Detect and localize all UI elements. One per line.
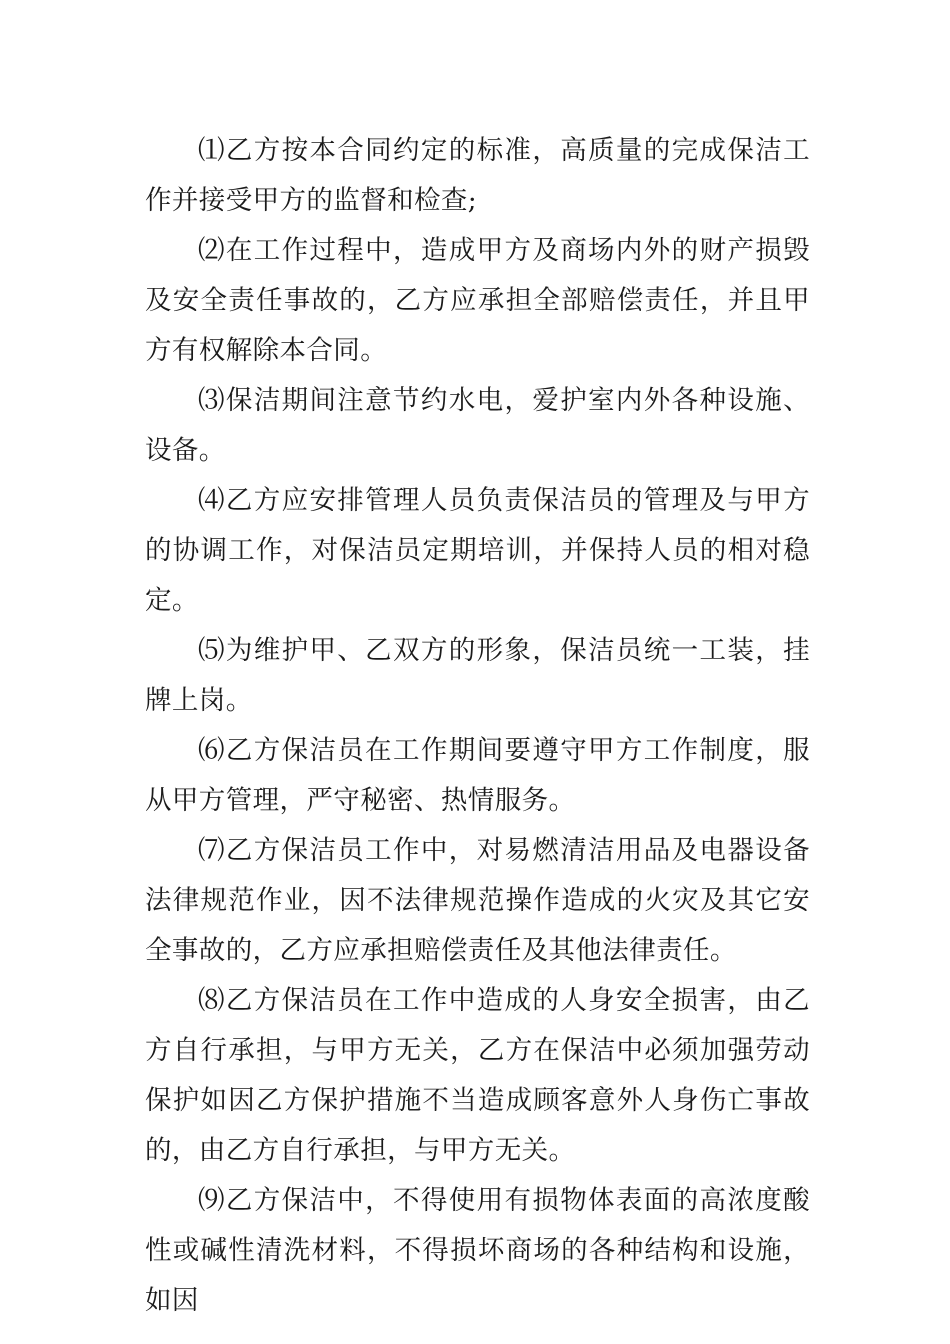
document-body [145, 126, 810, 1326]
clause-3: ⑶保洁期间注意节约水电，爱护室内外各种设施、设备。 [145, 385, 810, 466]
clause-2: ⑵在工作过程中，造成甲方及商场内外的财产损毁及安全责任事故的，乙方应承担全部赔偿责任，并且甲方有权解除本合同。 [145, 235, 810, 366]
clause-8: ⑻乙方保洁员在工作中造成的人身安全损害，由乙方自行承担，与甲方无关，乙方在保洁中必须加强劳动保护如因乙方保护措施不当造成顾客意外人身伤亡事故的，由乙方自行承担，与甲方无关。 [145, 985, 810, 1166]
clause-1: ⑴乙方按本合同约定的标准，高质量的完成保洁工作并接受甲方的监督和检查; [145, 135, 810, 216]
clause-4: ⑷乙方应安排管理人员负责保洁员的管理及与甲方的协调工作，对保洁员定期培训，并保持人员的相对稳定。 [145, 485, 810, 616]
clause-9: ⑼乙方保洁中，不得使用有损物体表面的高浓度酸性或碱性清洗材料，不得损坏商场的各种结构和设施，如因 [145, 1185, 810, 1316]
clause-7: ⑺乙方保洁员工作中，对易燃清洁用品及电器设备法律规范作业，因不法律规范操作造成的火灾及其它安全事故的，乙方应承担赔偿责任及其他法律责任。 [145, 835, 810, 966]
clause-5: ⑸为维护甲、乙双方的形象，保洁员统一工装，挂牌上岗。 [145, 635, 810, 716]
clause-6: ⑹乙方保洁员在工作期间要遵守甲方工作制度，服从甲方管理，严守秘密、热情服务。 [145, 735, 810, 816]
